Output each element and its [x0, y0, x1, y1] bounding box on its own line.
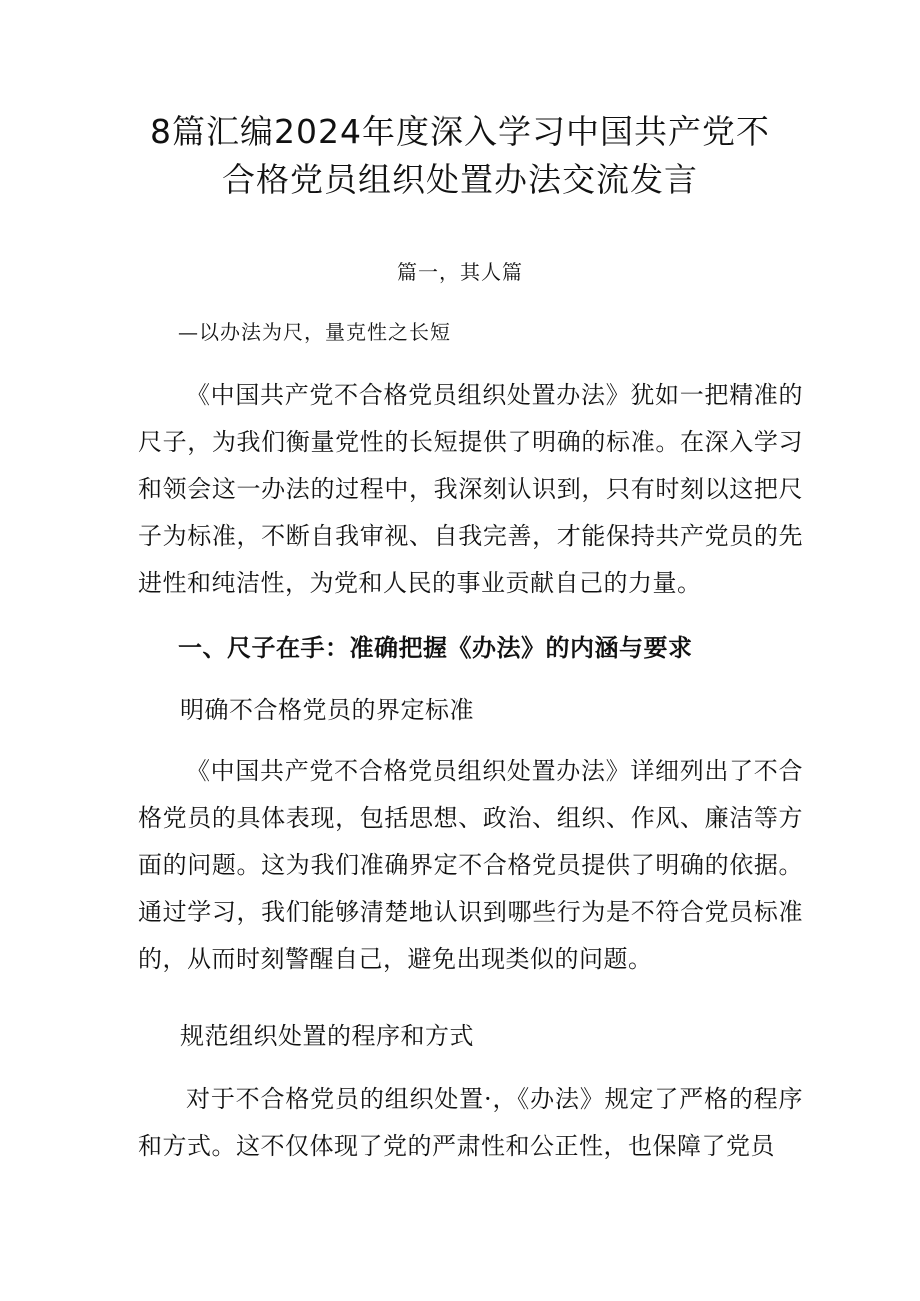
chapter-label: 篇一，其人篇: [397, 260, 523, 284]
section-heading: 一、尺子在手：准确把握《办法》的内涵与要求: [178, 633, 693, 662]
subheading-procedure: 规范组织处置的程序和方式: [180, 1022, 474, 1050]
document-title-line-2: 合格党员组织处置办法交流发言: [222, 160, 698, 199]
paragraph-procedure: 对于不合格党员的组织处置·，《办法》规定了严格的程序和方式。这不仅体现了党的严肃性和公正性，也保障了党员: [138, 1085, 803, 1160]
intro-paragraph: 《中国共产党不合格党员组织处置办法》犹如一把精准的尺子，为我们衡量党性的长短提供了明确的标准。在深入学习和领会这一办法的过程中，我深刻认识到，只有时刻以这把尺子为标准，不断自我审视、自我完善，才能保持共产党员的先进性和纯洁性，为党和人民的事业贡献自己的力量。: [138, 381, 803, 597]
chapter-subtitle: —以办法为尺，量克性之长短: [178, 320, 451, 344]
paragraph-criteria: 《中国共产党不合格党员组织处置办法》详细列出了不合格党员的具体表现，包括思想、政治、组织、作风、廉洁等方面的问题。这为我们准确界定不合格党员提供了明确的依据。通过学习，我们能够清楚地认识到哪些行为是不符合党员标准的，从而时刻警醒自己，避免出现类似的问题。: [138, 757, 803, 973]
document-title-line-1: 8篇汇编2024年度深入学习中国共产党不: [150, 112, 770, 151]
subheading-criteria: 明确不合格党员的界定标准: [180, 696, 474, 724]
